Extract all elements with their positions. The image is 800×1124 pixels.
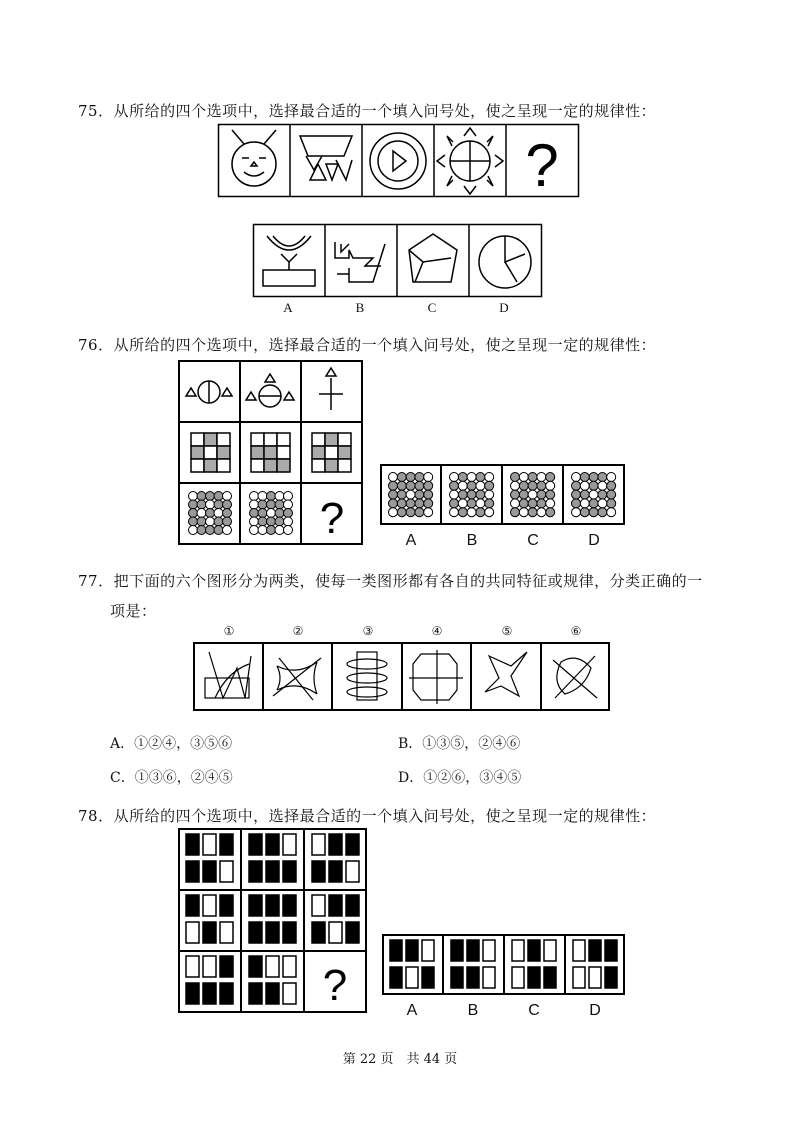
dot	[223, 526, 232, 535]
dot	[450, 481, 459, 490]
dot	[223, 500, 232, 509]
dot	[528, 499, 537, 508]
dot	[467, 490, 476, 499]
bar	[203, 956, 216, 977]
q75-face-figure	[232, 130, 276, 186]
bar	[390, 940, 402, 961]
dot	[250, 492, 259, 501]
dot	[458, 473, 467, 482]
bar	[283, 861, 296, 882]
bar	[329, 861, 342, 882]
dot	[250, 509, 259, 518]
bar	[266, 895, 279, 916]
bar	[266, 922, 279, 943]
bar	[283, 895, 296, 916]
dot	[189, 492, 198, 501]
bar	[605, 940, 617, 961]
dot	[197, 517, 206, 526]
dot	[214, 509, 223, 518]
bar	[249, 834, 262, 855]
bar	[186, 834, 199, 855]
dot	[467, 481, 476, 490]
dot	[250, 500, 259, 509]
q77-choice-b[interactable]: B．①③⑤，②④⑥	[398, 736, 521, 752]
dot	[511, 490, 520, 499]
dot	[546, 499, 555, 508]
dot	[519, 508, 528, 517]
dot	[589, 490, 598, 499]
q77-choice-c[interactable]: C．①③⑥，②④⑤	[110, 770, 233, 786]
bar	[249, 983, 262, 1004]
dot	[250, 517, 259, 526]
dot	[485, 499, 494, 508]
q78-option-figures	[382, 934, 626, 996]
bar	[390, 967, 402, 988]
q75-option-a-label[interactable]: A	[283, 300, 293, 315]
bar	[451, 967, 463, 988]
dot	[598, 499, 607, 508]
dot	[258, 492, 267, 501]
bar	[186, 861, 199, 882]
dot	[214, 492, 223, 501]
bar	[329, 922, 342, 943]
dot	[458, 499, 467, 508]
q75-sun-cross-figure	[437, 128, 503, 194]
dot	[214, 526, 223, 535]
dot	[267, 517, 276, 526]
q78-option-b-label[interactable]: B	[467, 1002, 479, 1019]
bar	[346, 861, 359, 882]
dot	[406, 481, 415, 490]
dot	[189, 500, 198, 509]
dot	[476, 508, 485, 517]
bar	[312, 922, 325, 943]
dot	[476, 473, 485, 482]
bar	[220, 895, 233, 916]
dot	[450, 490, 459, 499]
bar	[422, 967, 434, 988]
bar	[406, 967, 418, 988]
dot	[607, 490, 616, 499]
dot	[528, 473, 537, 482]
q77-figure-strip	[193, 642, 611, 712]
q77-figure-number-1: ①	[223, 624, 235, 638]
q75-option-figures	[253, 224, 543, 298]
dot	[267, 492, 276, 501]
bar	[467, 940, 479, 961]
dot	[607, 499, 616, 508]
bar	[312, 895, 325, 916]
dot	[275, 517, 284, 526]
dot	[519, 490, 528, 499]
bar	[589, 940, 601, 961]
bar	[283, 983, 296, 1004]
q78-option-d-label[interactable]: D	[589, 1002, 601, 1019]
bar	[329, 895, 342, 916]
dot	[258, 509, 267, 518]
q75-option-d-label[interactable]: D	[499, 300, 509, 315]
q76-option-c-label[interactable]: C	[527, 532, 539, 549]
dot	[415, 473, 424, 482]
dot	[598, 490, 607, 499]
dot	[528, 481, 537, 490]
q76-option-d-label[interactable]: D	[588, 532, 600, 549]
q75-trapezoid-figure	[300, 136, 352, 180]
q75-play-circle-figure	[370, 133, 426, 189]
dot	[267, 500, 276, 509]
q77-choice-d[interactable]: D．①②⑥，③④⑤	[398, 770, 522, 786]
bar	[220, 983, 233, 1004]
bar	[346, 895, 359, 916]
bar	[544, 940, 556, 961]
q77-title-line1: 77．把下面的六个图形分为两类，使每一类图形都有各自的共同特征或规律，分类正确的一	[78, 572, 703, 590]
dot	[511, 508, 520, 517]
dot	[197, 492, 206, 501]
dot	[206, 509, 215, 518]
dot	[415, 499, 424, 508]
q77-figure-number-4: ④	[431, 624, 443, 638]
dot	[528, 490, 537, 499]
dot	[485, 481, 494, 490]
dot	[458, 481, 467, 490]
bar	[605, 967, 617, 988]
dot	[572, 473, 581, 482]
dot	[598, 481, 607, 490]
dot	[415, 508, 424, 517]
bar	[249, 922, 262, 943]
q77-figure-number-5: ⑤	[501, 624, 513, 638]
bar	[467, 967, 479, 988]
dot	[467, 508, 476, 517]
dot	[389, 508, 398, 517]
bar	[589, 967, 601, 988]
dot	[275, 526, 284, 535]
dot	[537, 490, 546, 499]
bar	[266, 861, 279, 882]
q77-choice-a[interactable]: A．①②④，③⑤⑥	[110, 736, 233, 752]
dot	[598, 508, 607, 517]
dot	[415, 490, 424, 499]
dot	[275, 509, 284, 518]
bar	[186, 956, 199, 977]
dot	[389, 490, 398, 499]
dot	[223, 492, 232, 501]
dot	[580, 508, 589, 517]
bar	[186, 895, 199, 916]
dot	[284, 526, 293, 535]
q75-question-mark: ?	[525, 132, 559, 199]
q77-figure-number-2: ②	[292, 624, 304, 638]
bar	[346, 922, 359, 943]
dot	[589, 499, 598, 508]
q76-option-figures	[380, 464, 626, 526]
dot	[206, 526, 215, 535]
q76-title: 76．从所给的四个选项中，选择最合适的一个填入问号处，使之呈现一定的规律性：	[78, 336, 657, 354]
dot	[397, 508, 406, 517]
q75-option-b-label[interactable]: B	[355, 300, 365, 315]
q75-option-d-figure	[479, 236, 531, 288]
dot	[397, 473, 406, 482]
q75-option-c-label[interactable]: C	[427, 300, 437, 315]
dot	[580, 499, 589, 508]
dot	[572, 481, 581, 490]
dot	[250, 526, 259, 535]
dot	[572, 508, 581, 517]
dot	[189, 517, 198, 526]
q75-stem-figures	[218, 124, 580, 198]
dot	[284, 517, 293, 526]
dot	[197, 526, 206, 535]
dot	[424, 481, 433, 490]
bar	[528, 940, 540, 961]
dot	[397, 499, 406, 508]
q76-stem-grid	[178, 360, 364, 546]
dot	[450, 473, 459, 482]
bar	[266, 983, 279, 1004]
dot	[214, 500, 223, 509]
dot	[450, 499, 459, 508]
dot	[537, 473, 546, 482]
bar	[203, 895, 216, 916]
bar	[249, 956, 262, 977]
bar	[283, 922, 296, 943]
bar	[512, 940, 524, 961]
bar	[283, 834, 296, 855]
bar	[203, 922, 216, 943]
dot	[424, 473, 433, 482]
bar	[220, 834, 233, 855]
dot	[511, 473, 520, 482]
q76-question-mark: ?	[319, 494, 345, 543]
dot	[424, 490, 433, 499]
dot	[546, 473, 555, 482]
dot	[607, 481, 616, 490]
dot	[485, 473, 494, 482]
dot	[406, 499, 415, 508]
page-footer: 第 22 页 共 44 页	[342, 1052, 458, 1067]
dot	[589, 508, 598, 517]
dot	[284, 492, 293, 501]
bar	[266, 956, 279, 977]
dot	[406, 473, 415, 482]
q76-option-a-label[interactable]: A	[405, 532, 417, 549]
q78-option-c-label[interactable]: C	[528, 1002, 540, 1019]
bar	[220, 922, 233, 943]
dot	[519, 499, 528, 508]
bar	[249, 895, 262, 916]
bar	[220, 956, 233, 977]
bar	[422, 940, 434, 961]
dot	[580, 473, 589, 482]
dot	[197, 509, 206, 518]
dot	[406, 508, 415, 517]
dot	[258, 500, 267, 509]
dot	[476, 499, 485, 508]
dot	[284, 509, 293, 518]
bar	[329, 834, 342, 855]
bar	[451, 940, 463, 961]
bar	[512, 967, 524, 988]
dot	[572, 499, 581, 508]
q75-option-a-figure	[263, 236, 315, 286]
bar	[266, 834, 279, 855]
dot	[476, 481, 485, 490]
bar	[186, 983, 199, 1004]
bar	[483, 940, 495, 961]
bar	[249, 861, 262, 882]
dot	[214, 517, 223, 526]
dot	[546, 508, 555, 517]
dot	[275, 500, 284, 509]
dot	[258, 517, 267, 526]
dot	[206, 500, 215, 509]
dot	[598, 473, 607, 482]
dot	[267, 509, 276, 518]
bar	[186, 922, 199, 943]
dot	[206, 517, 215, 526]
dot	[415, 481, 424, 490]
q77-title-line2: 项是：	[110, 602, 157, 620]
dot	[189, 509, 198, 518]
dot	[197, 500, 206, 509]
dot	[424, 499, 433, 508]
dot	[485, 508, 494, 517]
dot	[389, 473, 398, 482]
dot	[223, 517, 232, 526]
dot	[389, 481, 398, 490]
dot	[537, 481, 546, 490]
bar	[483, 967, 495, 988]
dot	[589, 473, 598, 482]
bar	[544, 967, 556, 988]
bar	[283, 956, 296, 977]
bar	[528, 967, 540, 988]
bar	[573, 940, 585, 961]
dot	[511, 499, 520, 508]
dot	[284, 500, 293, 509]
bar	[220, 861, 233, 882]
q75-option-b-figure	[335, 242, 385, 282]
dot	[467, 499, 476, 508]
dot	[424, 508, 433, 517]
bar	[406, 940, 418, 961]
bar	[573, 967, 585, 988]
dot	[572, 490, 581, 499]
dot	[258, 526, 267, 535]
dot	[528, 508, 537, 517]
bar	[203, 834, 216, 855]
dot	[607, 508, 616, 517]
bar	[203, 983, 216, 1004]
bar	[312, 834, 325, 855]
q78-question-mark: ?	[322, 961, 348, 1010]
dot	[275, 492, 284, 501]
dot	[189, 526, 198, 535]
dot	[458, 490, 467, 499]
dot	[511, 481, 520, 490]
dot	[546, 481, 555, 490]
bar	[312, 861, 325, 882]
dot	[580, 490, 589, 499]
q76-option-b-label[interactable]: B	[466, 532, 478, 549]
dot	[223, 509, 232, 518]
q77-figure-number-6: ⑥	[570, 624, 582, 638]
dot	[458, 508, 467, 517]
dot	[537, 508, 546, 517]
bar	[346, 834, 359, 855]
dot	[537, 499, 546, 508]
q78-stem-grid	[178, 828, 368, 1014]
dot	[206, 492, 215, 501]
dot	[589, 481, 598, 490]
dot	[267, 526, 276, 535]
q78-title: 78．从所给的四个选项中，选择最合适的一个填入问号处，使之呈现一定的规律性：	[78, 807, 657, 825]
dot	[519, 473, 528, 482]
q75-title: 75．从所给的四个选项中，选择最合适的一个填入问号处，使之呈现一定的规律性：	[78, 102, 657, 120]
dot	[450, 508, 459, 517]
dot	[389, 499, 398, 508]
dot	[519, 481, 528, 490]
q77-figure-number-3: ③	[362, 624, 374, 638]
bar	[203, 861, 216, 882]
dot	[607, 473, 616, 482]
dot	[397, 490, 406, 499]
dot	[467, 473, 476, 482]
dot	[546, 490, 555, 499]
dot	[397, 481, 406, 490]
dot	[476, 490, 485, 499]
dot	[406, 490, 415, 499]
q75-option-c-figure	[409, 234, 457, 282]
dot	[580, 481, 589, 490]
q78-option-a-label[interactable]: A	[406, 1002, 418, 1019]
dot	[485, 490, 494, 499]
